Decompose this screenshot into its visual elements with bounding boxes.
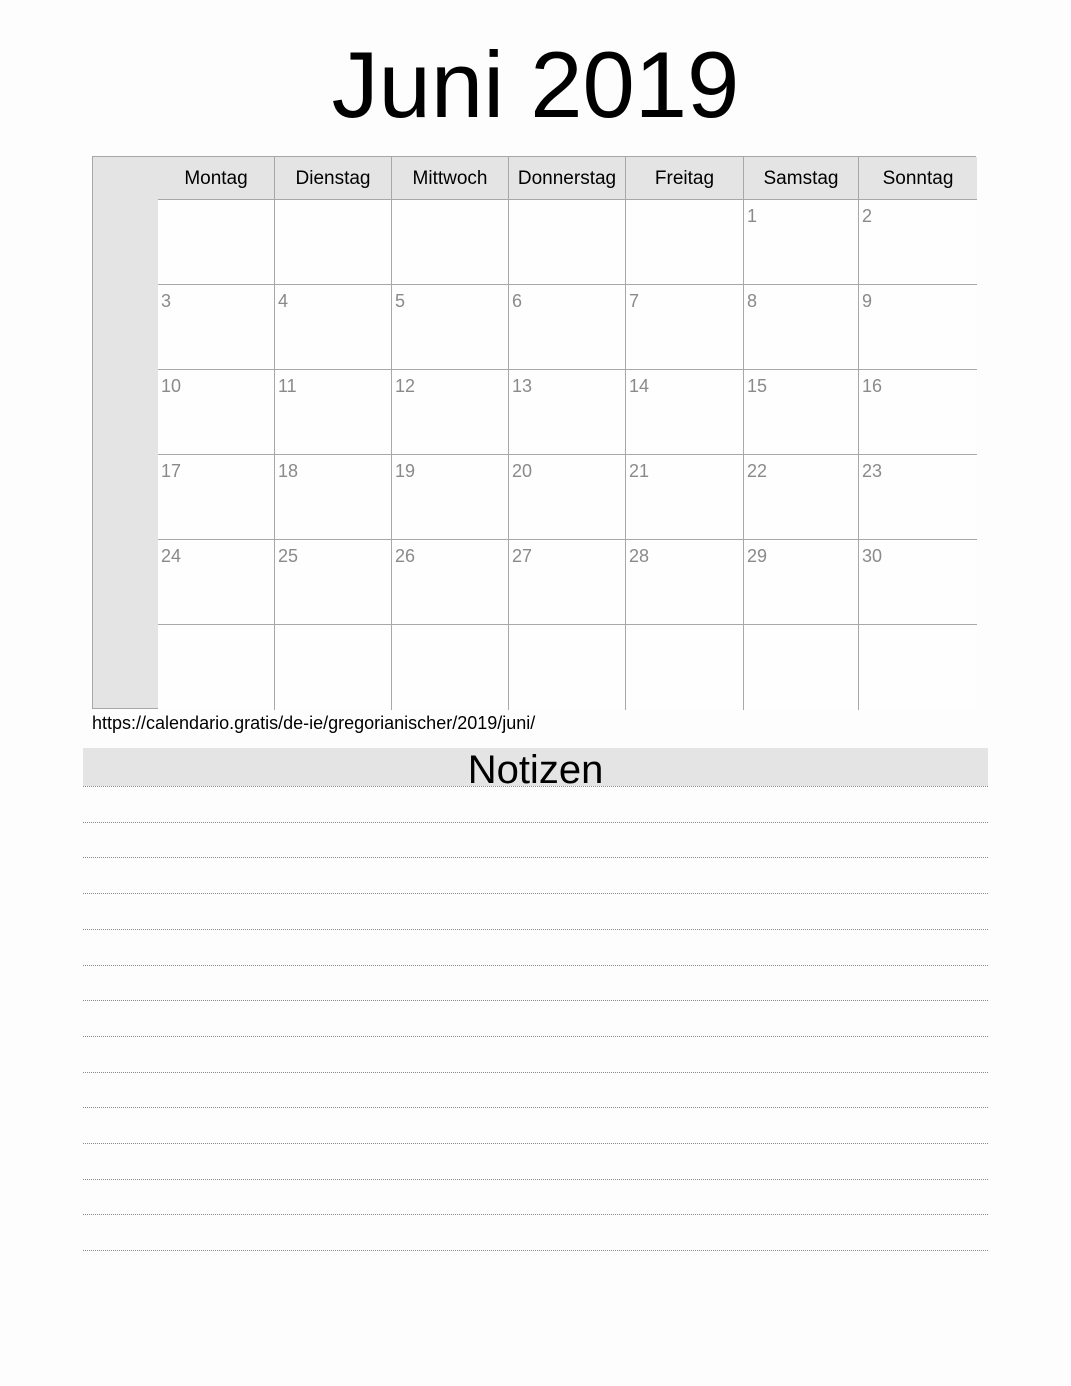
- day-cell[interactable]: [859, 540, 977, 625]
- day-cell[interactable]: [158, 200, 275, 285]
- day-number: 8: [747, 291, 758, 311]
- day-cell[interactable]: [509, 540, 626, 625]
- note-line: [83, 1250, 988, 1251]
- day-cell[interactable]: [275, 540, 392, 625]
- weekday-header: Freitag: [626, 157, 744, 200]
- calendar-grid: [92, 156, 976, 709]
- note-line: [83, 1107, 988, 1108]
- day-cell[interactable]: [626, 285, 744, 370]
- day-cell[interactable]: [744, 455, 859, 540]
- note-line: [83, 893, 988, 894]
- day-cell[interactable]: [392, 625, 509, 710]
- note-line: [83, 1179, 988, 1180]
- day-number: 21: [629, 461, 650, 481]
- day-number: 26: [395, 546, 416, 566]
- notes-heading: Notizen: [83, 748, 988, 786]
- day-cell[interactable]: [859, 370, 977, 455]
- day-cell[interactable]: [744, 625, 859, 710]
- day-cell[interactable]: [626, 455, 744, 540]
- day-cell[interactable]: [509, 625, 626, 710]
- note-line: [83, 1036, 988, 1037]
- day-cell[interactable]: [509, 200, 626, 285]
- day-number: 19: [395, 461, 416, 481]
- day-cell[interactable]: [859, 455, 977, 540]
- day-cell[interactable]: [744, 200, 859, 285]
- day-number: 9: [862, 291, 873, 311]
- day-number: 28: [629, 546, 650, 566]
- day-number: 16: [862, 376, 883, 396]
- day-cell[interactable]: [158, 540, 275, 625]
- day-cell[interactable]: [275, 370, 392, 455]
- day-number: 13: [512, 376, 533, 396]
- day-cell[interactable]: [158, 370, 275, 455]
- day-number: 29: [747, 546, 768, 566]
- note-line: [83, 857, 988, 858]
- weekday-header: Mittwoch: [392, 157, 509, 200]
- day-cell[interactable]: [275, 625, 392, 710]
- day-number: 11: [278, 376, 297, 396]
- day-cell[interactable]: [275, 200, 392, 285]
- source-url: https://calendario.gratis/de-ie/gregorianischer/2019/juni/: [92, 713, 536, 733]
- day-cell[interactable]: [392, 540, 509, 625]
- page-title: Juni 2019: [331, 32, 740, 137]
- weekday-header: Sonntag: [859, 157, 977, 200]
- day-cell[interactable]: [392, 285, 509, 370]
- day-number: 30: [862, 546, 883, 566]
- day-number: 15: [747, 376, 768, 396]
- day-number: 10: [161, 376, 182, 396]
- day-number: 24: [161, 546, 182, 566]
- day-number: 5: [395, 291, 406, 311]
- day-cell[interactable]: [744, 370, 859, 455]
- day-cell[interactable]: [626, 370, 744, 455]
- day-cell[interactable]: [275, 285, 392, 370]
- day-cell[interactable]: [392, 455, 509, 540]
- note-line: [83, 1143, 988, 1144]
- day-cell[interactable]: [626, 625, 744, 710]
- note-line: [83, 822, 988, 823]
- day-cell[interactable]: [509, 455, 626, 540]
- day-number: 20: [512, 461, 533, 481]
- weekday-header: Samstag: [744, 157, 859, 200]
- day-cell[interactable]: [859, 625, 977, 710]
- weekday-header: Dienstag: [275, 157, 392, 200]
- day-cell[interactable]: [859, 200, 977, 285]
- day-cell[interactable]: [275, 455, 392, 540]
- day-cell[interactable]: [626, 200, 744, 285]
- day-cell[interactable]: [158, 625, 275, 710]
- day-number: 12: [395, 376, 416, 396]
- day-number: 1: [747, 206, 758, 226]
- day-number: 6: [512, 291, 523, 311]
- day-cell[interactable]: [859, 285, 977, 370]
- note-line: [83, 1072, 988, 1073]
- day-number: 4: [278, 291, 289, 311]
- weekday-header: Donnerstag: [509, 157, 626, 200]
- day-cell[interactable]: [509, 370, 626, 455]
- day-number: 14: [629, 376, 650, 396]
- day-cell[interactable]: [509, 285, 626, 370]
- day-number: 22: [747, 461, 768, 481]
- day-number: 27: [512, 546, 533, 566]
- day-cell[interactable]: [744, 285, 859, 370]
- note-line: [83, 1214, 988, 1215]
- weekday-header: Montag: [158, 157, 275, 200]
- day-number: 2: [862, 206, 873, 226]
- note-line: [83, 929, 988, 930]
- day-cell[interactable]: [158, 285, 275, 370]
- note-line: [83, 1000, 988, 1001]
- day-number: 7: [629, 291, 640, 311]
- day-number: 18: [278, 461, 299, 481]
- note-line: [83, 786, 988, 787]
- day-cell[interactable]: [744, 540, 859, 625]
- day-cell[interactable]: [392, 370, 509, 455]
- day-number: 17: [161, 461, 182, 481]
- day-number: 3: [161, 291, 172, 311]
- day-cell[interactable]: [158, 455, 275, 540]
- day-cell[interactable]: [626, 540, 744, 625]
- day-number: 23: [862, 461, 883, 481]
- week-number-column: [93, 157, 159, 708]
- day-number: 25: [278, 546, 299, 566]
- day-cell[interactable]: [392, 200, 509, 285]
- note-line: [83, 965, 988, 966]
